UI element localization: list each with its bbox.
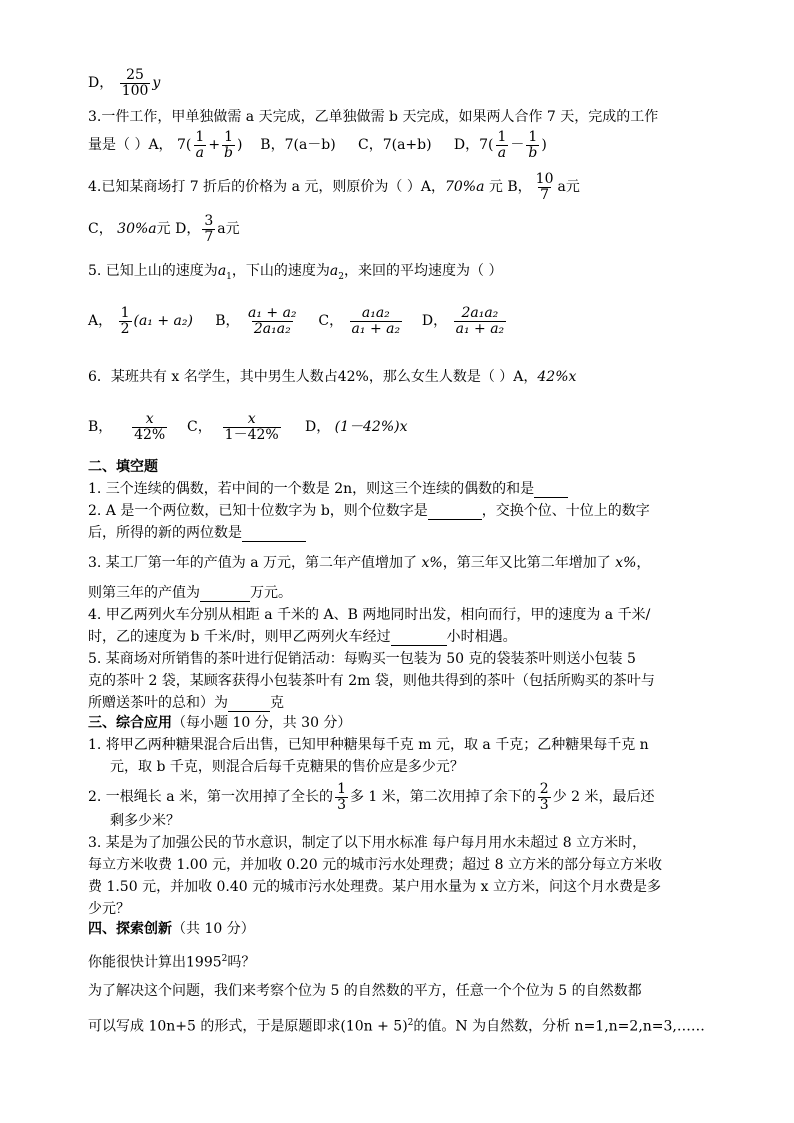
variable: a: [329, 263, 339, 279]
fill-3-text: ，第三年又比第二年增加了: [442, 555, 611, 571]
numerator: a₁ + a₂: [248, 305, 297, 321]
answer-blank[interactable]: [534, 483, 568, 498]
denominator: 3: [539, 796, 549, 813]
app-2-text: 多 1 米，第二次用掉了余下的: [349, 789, 536, 806]
fill-3-text: 则第三年的产值为: [88, 585, 200, 601]
q4-stem: 4.已知某商场打 7 折后的价格为 a 元，则原价为（ ）A，: [88, 179, 445, 196]
numerator: 1: [497, 129, 507, 145]
q3-prefix: 量是（ ）A，: [88, 137, 173, 154]
app-2a: [88, 782, 655, 812]
app-3b: 每立方米收费 1.00 元，并加收 0.20 元的城市污水处理费；超过 8 立方米的部分每立方米收: [88, 857, 662, 873]
answer-blank[interactable]: [391, 631, 447, 646]
denominator: a: [497, 144, 507, 161]
fraction: [193, 130, 206, 160]
denominator: 100: [121, 82, 149, 99]
fraction: [222, 130, 235, 160]
exponent: 2: [407, 1018, 414, 1028]
option-d-tail: a元: [217, 221, 240, 238]
fill-5c: [88, 694, 284, 712]
fill-3-text: ，: [636, 555, 651, 571]
variable: a: [217, 263, 227, 279]
fill-2b: [88, 524, 306, 542]
fraction: [526, 130, 539, 160]
variable: y: [152, 75, 161, 92]
section-heading: 四、探索创新: [88, 921, 172, 937]
fill-3a: [88, 554, 650, 572]
fill-2-text: ，交换个位、十位上的数字: [481, 503, 650, 519]
q5-stem: [88, 262, 502, 286]
section-note: （每小题 10 分，共 30 分）: [172, 715, 352, 731]
denominator: a₁ + a₂: [351, 320, 401, 337]
numerator: x: [145, 411, 154, 427]
option-a: 42%x: [537, 369, 577, 385]
fill-4a: 4. 甲乙两列火车分别从相距 a 千米的 A、B 两地同时出发，相向而行，甲的速度为 a 千米/: [88, 607, 651, 623]
expr: 7(: [479, 137, 494, 154]
option-label: D，: [88, 75, 114, 92]
section2-title: 二、填空题: [88, 459, 158, 475]
fill-3-text: 万元。: [250, 585, 292, 601]
app-2-text: 2. 一根绳长 a 米，第一次用掉了全长的: [88, 789, 334, 806]
option-a: 70%a: [444, 179, 485, 196]
app-3c: 费 1.50 元，并加收 0.40 元的城市污水处理费。某户用水量为 x 立方米，问这个月水费是多: [88, 879, 661, 895]
numerator: 1: [528, 129, 538, 145]
explore-p2: 为了解决这个问题，我们来考察个位为 5 的自然数的平方，任意一个个位为 5 的自然数都: [88, 983, 642, 999]
fill-4-text: 时，乙的速度为 b 千米/时，则甲乙两列火车经过: [88, 629, 391, 645]
numerator: 10: [535, 171, 554, 187]
app-2b: 剩多少米？: [110, 813, 180, 829]
q2-option-d: [88, 68, 160, 98]
explore-p1: [88, 950, 255, 972]
expr: 7(: [177, 137, 192, 154]
operator: +: [208, 137, 221, 154]
q4-line1: [88, 172, 580, 202]
denominator: a₁ + a₂: [455, 320, 505, 337]
option-label: D，: [453, 137, 480, 154]
denominator: b: [224, 144, 234, 161]
denominator: 2: [120, 320, 130, 337]
fraction: [534, 172, 556, 202]
fill-4b: [88, 628, 517, 646]
denominator: 2a₁a₂: [253, 320, 291, 337]
q3-stem: 3.一件工作，甲单独做需 a 天完成，乙单独做需 b 天完成，如果两人合作 7 天，完成的工作: [88, 109, 659, 125]
fill-1: [88, 480, 568, 498]
exponent: 2: [221, 954, 228, 964]
answer-blank[interactable]: [428, 505, 482, 520]
denominator: 3: [337, 796, 346, 813]
fill-5-text: 所赠送茶叶的总和）为: [88, 695, 228, 711]
fraction: [202, 214, 215, 244]
variable: x%: [421, 555, 443, 571]
fraction: [120, 68, 151, 98]
option-label: B，: [88, 419, 113, 436]
numerator: a₁a₂: [361, 305, 390, 321]
subscript: 2: [338, 271, 344, 282]
fraction: [350, 306, 403, 336]
option-c: C，7(a+b): [358, 137, 432, 154]
fraction: [132, 412, 167, 442]
option-label: C，: [318, 313, 344, 330]
option-d: (1－42%)x: [334, 419, 408, 436]
section-note: （共 10 分）: [172, 921, 255, 937]
answer-blank[interactable]: [228, 697, 270, 712]
option-label: C，: [88, 221, 113, 238]
numerator: 1: [337, 781, 346, 797]
option-label: C，: [187, 419, 212, 436]
expr: (10n + 5): [340, 1018, 408, 1035]
fill-2a: [88, 502, 650, 520]
option-label: D，: [421, 313, 448, 330]
expr: ): [237, 137, 243, 154]
denominator: 42%: [134, 426, 166, 443]
fraction: [119, 306, 132, 336]
q5-text: 5. 已知上山的速度为: [88, 263, 218, 279]
app-1b: 元，取 b 千克，则混合后每千克糖果的售价应是多少元？: [110, 759, 464, 775]
denominator: a: [195, 144, 205, 161]
fill-3b: [88, 584, 292, 602]
fraction: [246, 306, 299, 336]
explore-p3: [88, 1014, 705, 1036]
fraction: [538, 782, 551, 812]
denominator: 7: [204, 228, 214, 245]
operator: －: [510, 137, 525, 154]
denominator: 7: [540, 186, 550, 203]
fraction: [223, 412, 281, 442]
expr: (a₁ + a₂): [133, 313, 193, 330]
unit: 元 B，: [484, 179, 532, 196]
answer-blank[interactable]: [200, 587, 250, 602]
numerator: 1: [224, 129, 233, 145]
explore-text: 你能很快计算出1995: [88, 954, 222, 971]
unit: 元 D，: [156, 221, 201, 238]
numerator: 25: [126, 67, 144, 83]
q6-text: 6．某班共有 x 名学生，其中男生人数占42%，那么女生人数是（ ）A，: [88, 369, 538, 385]
option-label: B，: [215, 313, 240, 330]
denominator: 1－42%: [224, 426, 279, 443]
variable: x%: [615, 555, 637, 571]
option-c: 30%a: [117, 221, 157, 238]
fill-2-text: 后，所得的新的两位数是: [88, 525, 242, 541]
denominator: b: [528, 144, 538, 161]
fill-3-text: 3. 某工厂第一年的产值为 a 万元，第二年产值增加了: [88, 555, 418, 571]
answer-blank[interactable]: [242, 527, 306, 542]
app-1a: 1. 将甲乙两种糖果混合后出售，已知甲种糖果每千克 m 元，取 a 千克；乙种糖果每千克 n: [88, 737, 649, 753]
q5-text: ，来回的平均速度为（ ）: [344, 263, 503, 279]
expr: ): [541, 137, 547, 154]
section4-title: [88, 920, 255, 938]
q4-line2: [88, 214, 240, 244]
numerator: 2a₁a₂: [461, 305, 499, 321]
explore-text: 吗？: [227, 954, 256, 971]
subscript: 1: [226, 271, 232, 282]
fill-5a: 5. 某商场对所销售的茶叶进行促销活动：每购买一包装为 50 克的袋装茶叶则送小包装 5: [88, 651, 636, 667]
fraction: [454, 306, 507, 336]
option-label: D，: [304, 419, 331, 436]
numerator: 3: [204, 213, 214, 229]
fill-2-text: 2. A 是一个两位数，已知十位数字为 b，则个位数字是: [88, 503, 428, 519]
app-2-text: 少 2 米，最后还: [552, 789, 655, 806]
fill-4-text: 小时相遇。: [446, 629, 517, 645]
fraction: [495, 130, 508, 160]
q5-options: [88, 306, 508, 336]
fraction: [335, 782, 348, 812]
option-label: A，: [88, 313, 113, 330]
numerator: 2: [539, 781, 549, 797]
fill-5-text: 克: [270, 695, 284, 711]
numerator: 1: [120, 305, 130, 321]
q6-stem: [88, 368, 576, 386]
explore-text: 可以写成 10n+5 的形式，于是原题即求: [88, 1018, 341, 1035]
app-3a: 3. 某是为了加强公民的节水意识，制定了以下用水标准 每户每月用水未超过 8 立方米时，: [88, 835, 647, 851]
numerator: x: [247, 411, 256, 427]
q3-options: [88, 130, 547, 160]
numerator: 1: [195, 129, 205, 145]
fill-5b: 克的茶叶 2 袋，某顾客获得小包装茶叶有 2m 袋，则他共得到的茶叶（包括所购买的茶叶与: [88, 673, 655, 689]
option-b-tail: a元: [557, 179, 580, 196]
q5-text: ，下山的速度为: [231, 263, 330, 279]
section-heading: 三、综合应用: [88, 715, 172, 731]
fill-1-text: 1. 三个连续的偶数，若中间的一个数是 2n，则这三个连续的偶数的和是: [88, 481, 535, 497]
q6-options: [88, 412, 408, 442]
option-b: B，7(a－b): [260, 137, 336, 154]
section3-title: [88, 714, 351, 732]
explore-text: 的值。N 为自然数，分析 n=1,n=2,n=3,……: [413, 1018, 705, 1035]
app-3d: 少元？: [88, 901, 130, 917]
